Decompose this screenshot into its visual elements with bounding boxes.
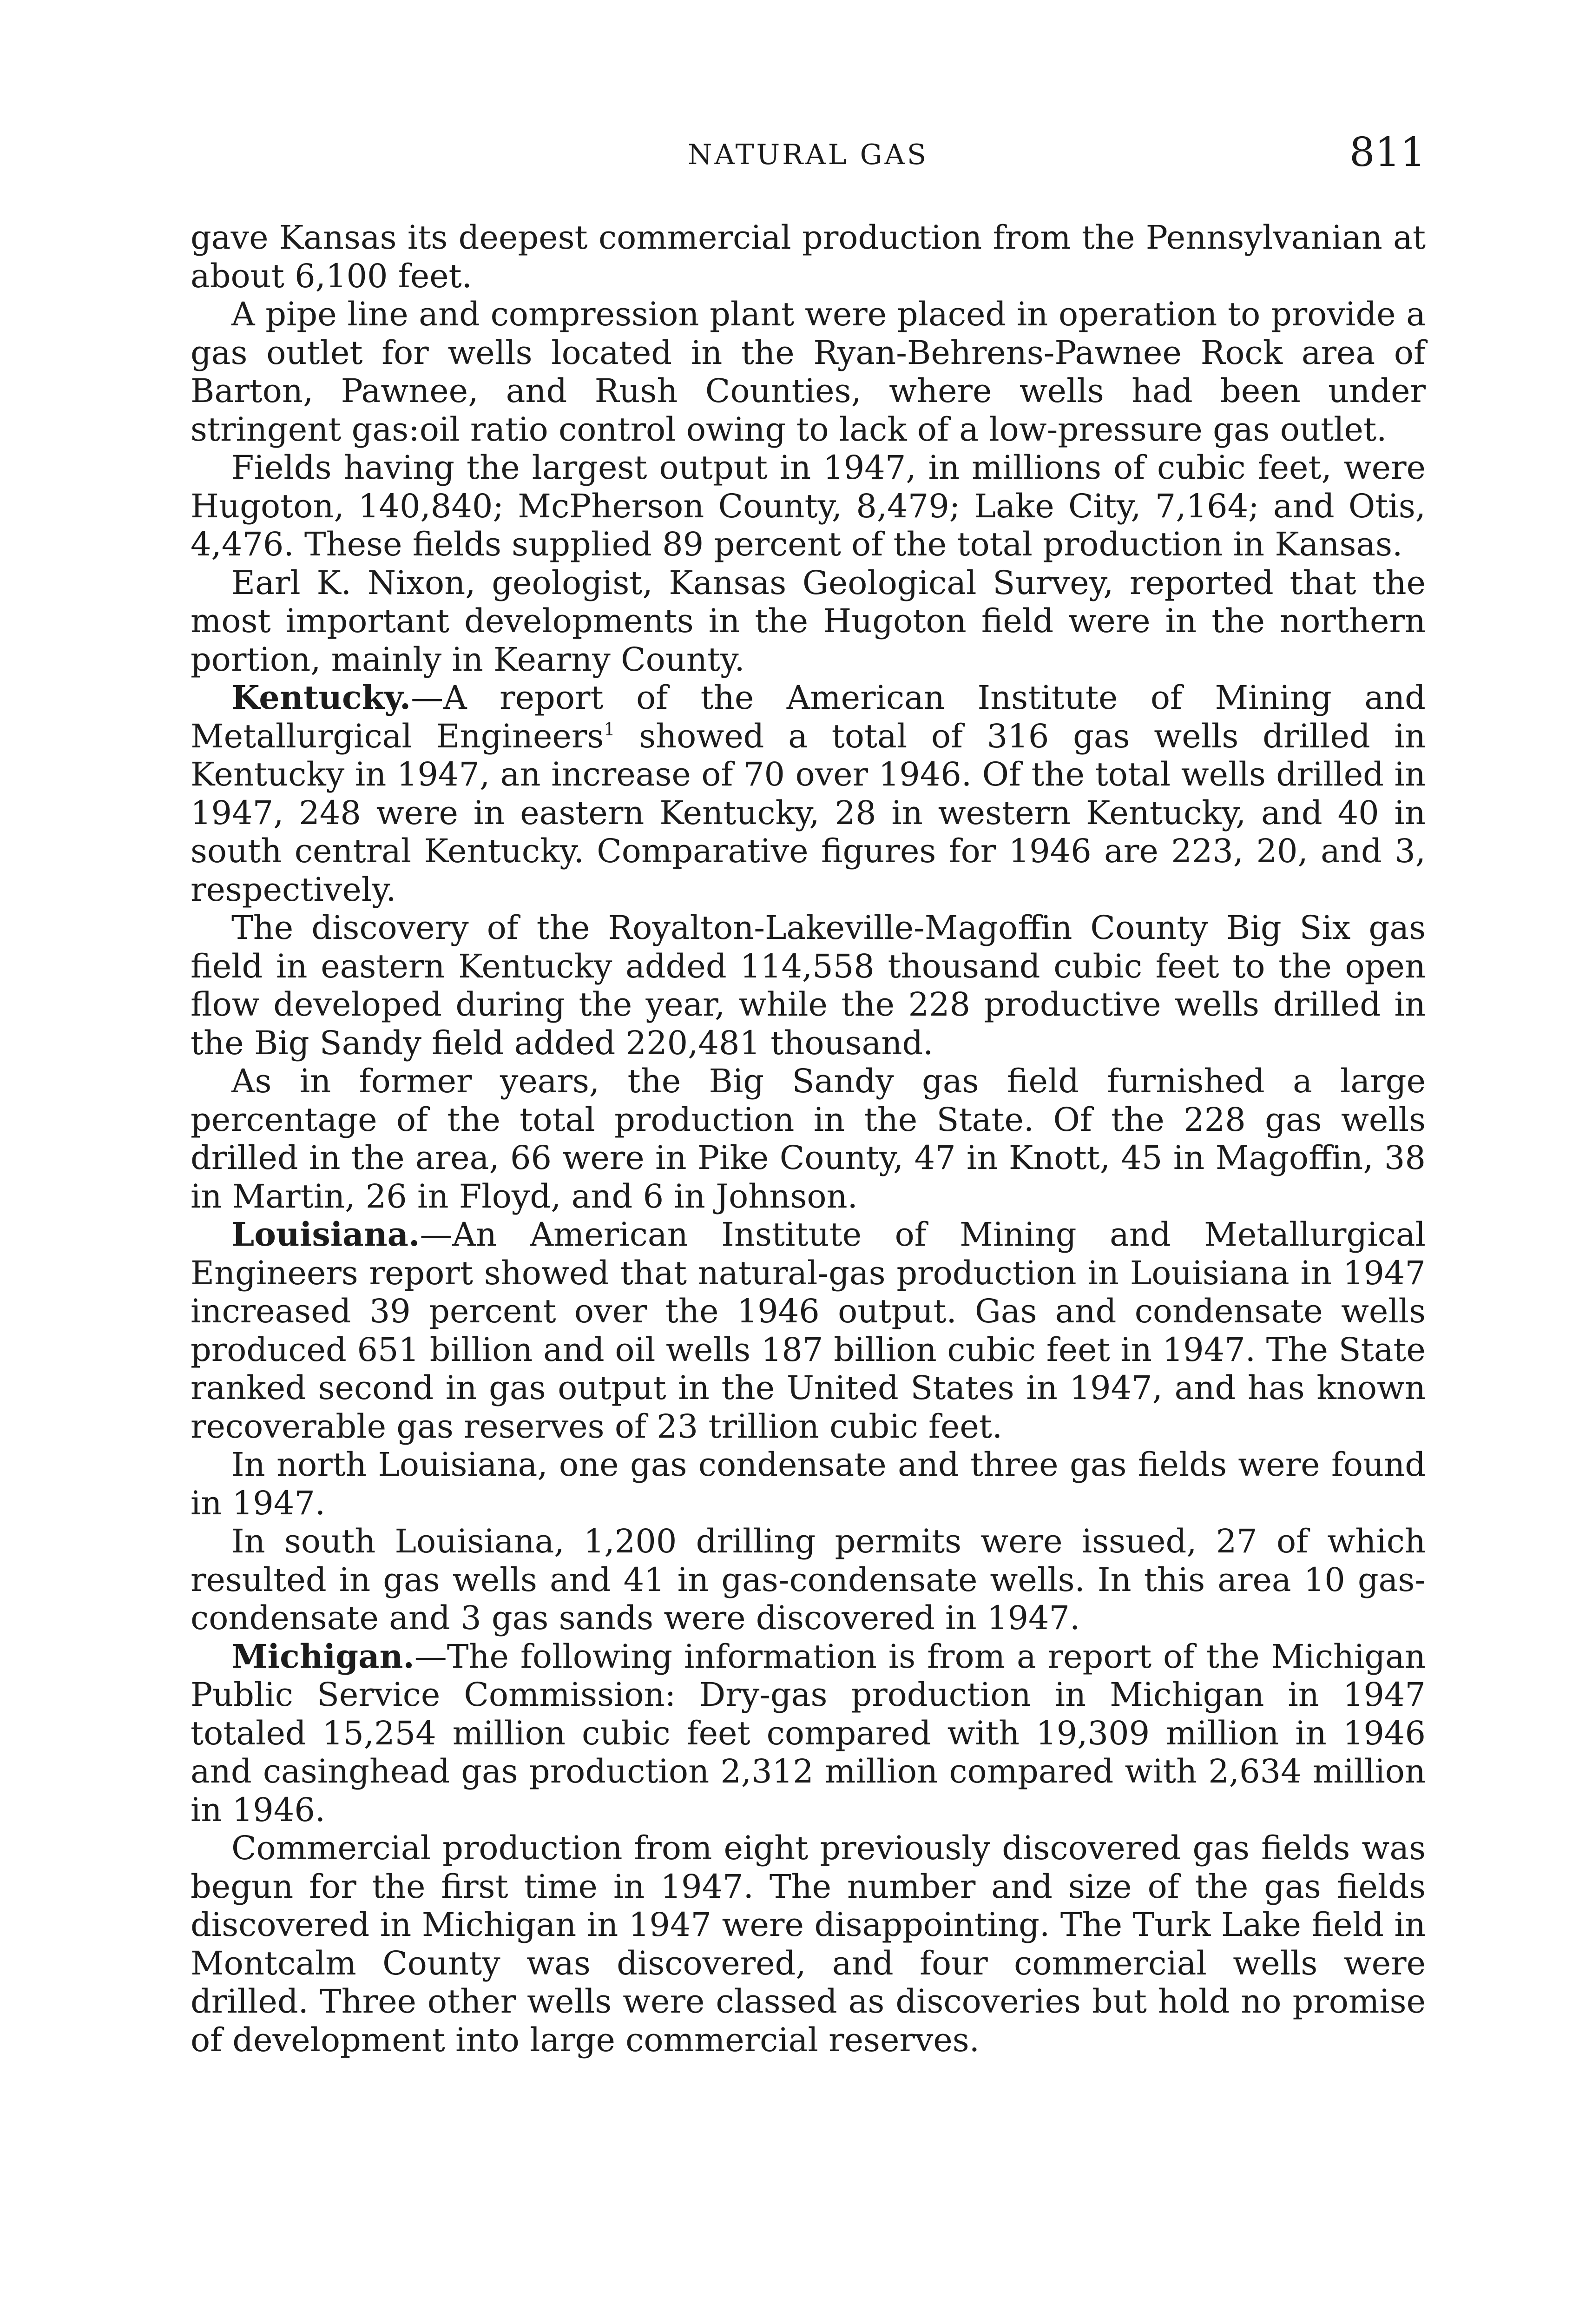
paragraph-text: showed a total of 316 gas wells drilled in Kentucky in 1947, an increase of 70 over 1946. Of the total wells drilled in 1947, 248 were in eastern Kentucky, 28 in western Kentucky, and 40 in south central Kentucky. Comparative figures for 1946 are 223, 20, and 3, respectively. [191,717,1426,909]
paragraph-michigan [191,1637,1426,1829]
paragraph-text: —The following information is from a report of the Michigan Public Service Commission: Dry-gas production in Michigan in 1947 totaled 15,254 million cubic feet compared with 19,309 million in 1946 and casinghead gas production 2,312 million compared with 2,634 million in 1946. [191,1637,1426,1829]
paragraph: In south Louisiana, 1,200 drilling permits were issued, 27 of which resulted in gas wells and 41 in gas-condensate wells. In this area 10 gas-condensate and 3 gas sands were discovered in 1947. [191,1522,1426,1637]
paragraph: Earl K. Nixon, geologist, Kansas Geological Survey, reported that the most important developments in the Hugoton field were in the northern portion, mainly in Kearny County. [191,563,1426,679]
paragraph-text: —A report of the American Institute of Mining and Metallurgical Engineers [191,679,1426,755]
section-heading-kentucky: Kentucky. [231,678,411,717]
paragraph: A pipe line and compression plant were placed in operation to provide a gas outlet for wells located in the Ryan-Behrens-Pawnee Rock area of Barton, Pawnee, and Rush Counties, where wells had been under stringent gas:oil ratio control owing to lack of a low-pressure gas outlet. [191,295,1426,449]
paragraph: Commercial production from eight previously discovered gas fields was begun for the first time in 1947. The number and size of the gas fields discovered in Michigan in 1947 were disappointing. The Turk Lake field in Montcalm County was discovered, and four commercial wells were drilled. Three other wells were classed as discoveries but hold no promise of development into large commercial reserves. [191,1829,1426,2059]
section-heading-louisiana: Louisiana. [231,1215,420,1254]
running-title: NATURAL GAS [688,139,928,171]
paragraph-louisiana [191,1215,1426,1446]
paragraph-kentucky [191,679,1426,909]
paragraph: In north Louisiana, one gas condensate and three gas fields were found in 1947. [191,1446,1426,1522]
section-heading-michigan: Michigan. [231,1637,414,1676]
running-header [191,129,1426,185]
paragraph: As in former years, the Big Sandy gas field furnished a large percentage of the total production in the State. Of the 228 gas wells drilled in the area, 66 were in Pike County, 47 in Knott, 45 in Magoffin, 38 in Martin, 26 in Floyd, and 6 in Johnson. [191,1062,1426,1215]
body-text [191,218,1426,2059]
paragraph-text: —An American Institute of Mining and Metallurgical Engineers report showed that natural-gas production in Louisiana in 1947 increased 39 percent over the 1946 output. Gas and condensate wells produced 651 billion and oil wells 187 billion cubic feet in 1947. The State ranked second in gas output in the United States in 1947, and has known recoverable gas reserves of 23 trillion cubic feet. [191,1215,1426,1446]
paragraph: The discovery of the Royalton-Lakeville-Magoffin County Big Six gas field in eastern Kentucky added 114,558 thousand cubic feet to the open flow developed during the year, while the 228 productive wells drilled in the Big Sandy field added 220,481 thousand. [191,909,1426,1062]
paragraph-continued: gave Kansas its deepest commercial production from the Pennsylvanian at about 6,100 feet. [191,218,1426,295]
footnote-reference: 1 [604,719,615,739]
page-number: 811 [1349,129,1426,176]
paragraph: Fields having the largest output in 1947, in millions of cubic feet, were Hugoton, 140,840; McPherson County, 8,479; Lake City, 7,164; and Otis, 4,476. These fields supplied 89 percent of the total production in Kansas. [191,449,1426,563]
